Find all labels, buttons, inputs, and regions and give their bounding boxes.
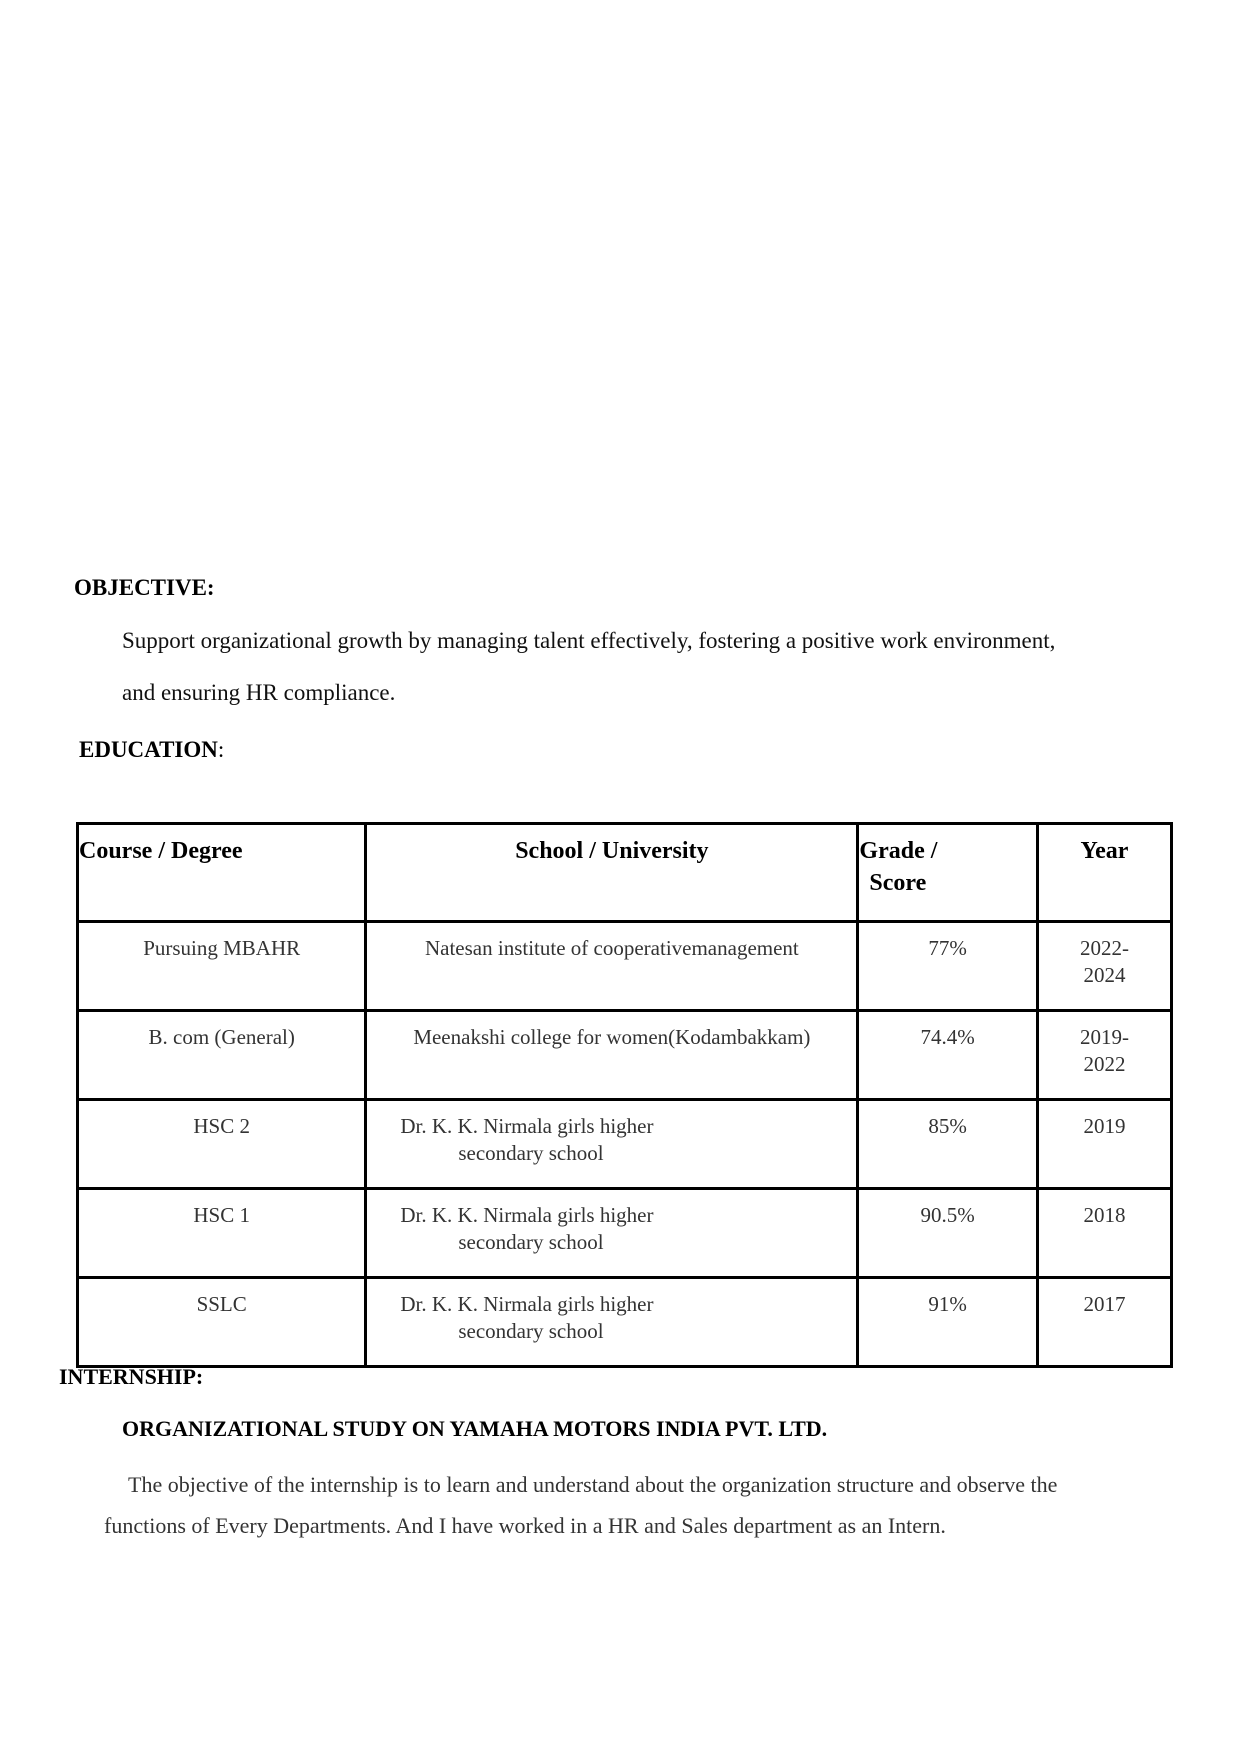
school-cell — [366, 922, 858, 1011]
year-cell: 2022- 2024 — [1037, 922, 1171, 1011]
school-cell — [366, 1100, 858, 1189]
year-cell: 2019- 2022 — [1037, 1011, 1171, 1100]
column-header-course: Course / Degree — [78, 824, 366, 922]
internship-title: ORGANIZATIONAL STUDY ON YAMAHA MOTORS INDIA PVT. LTD. — [122, 1416, 828, 1441]
table-row — [78, 1278, 1172, 1367]
education-heading-label: EDUCATION — [79, 737, 218, 762]
column-header-year: Year — [1037, 824, 1171, 922]
year-cell: 2019 — [1037, 1100, 1171, 1189]
column-header-school: School / University — [366, 824, 858, 922]
course-cell: SSLC — [78, 1278, 366, 1367]
column-header-grade — [858, 824, 1037, 922]
school-cell — [366, 1011, 858, 1100]
internship-heading: INTERNSHIP: — [59, 1364, 204, 1389]
school-name: Dr. K. K. Nirmala girls higher — [400, 1114, 654, 1138]
school-name: Natesan institute of cooperativemanagement — [424, 936, 799, 960]
school-name-line2: secondary school — [458, 1230, 604, 1254]
education-heading — [79, 737, 224, 763]
table-row — [78, 1100, 1172, 1189]
course-cell: HSC 1 — [78, 1189, 366, 1278]
school-cell — [366, 1189, 858, 1278]
table-header-row — [78, 824, 1172, 922]
grade-cell: 74.4% — [858, 1011, 1037, 1100]
year-cell: 2017 — [1037, 1278, 1171, 1367]
school-cell — [366, 1278, 858, 1367]
course-cell: HSC 2 — [78, 1100, 366, 1189]
school-name: Meenakshi college for women(Kodambakkam) — [413, 1025, 811, 1049]
school-name: Dr. K. K. Nirmala girls higher — [400, 1203, 654, 1227]
grade-cell: 77% — [858, 922, 1037, 1011]
education-heading-colon: : — [217, 737, 225, 762]
year-cell: 2018 — [1037, 1189, 1171, 1278]
school-name: Dr. K. K. Nirmala girls higher — [400, 1292, 654, 1316]
grade-cell: 85% — [858, 1100, 1037, 1189]
table-row — [78, 1189, 1172, 1278]
internship-text-line: functions of Every Departments. And I have worked in a HR and Sales department as an Intern. — [104, 1513, 946, 1538]
school-name-line2: secondary school — [458, 1141, 604, 1165]
table-row — [78, 1011, 1172, 1100]
objective-text-line: and ensuring HR compliance. — [122, 680, 396, 705]
course-cell: B. com (General) — [78, 1011, 366, 1100]
table-row — [78, 922, 1172, 1011]
grade-cell: 91% — [858, 1278, 1037, 1367]
education-table — [76, 822, 1173, 1368]
objective-heading: OBJECTIVE: — [74, 575, 215, 600]
objective-text-line: Support organizational growth by managing talent effectively, fostering a positive work environment, — [122, 628, 1056, 653]
column-header-grade-label: Grade / Score — [859, 838, 938, 896]
grade-cell: 90.5% — [858, 1189, 1037, 1278]
course-cell: Pursuing MBAHR — [78, 922, 366, 1011]
internship-text-line: The objective of the internship is to learn and understand about the organization structure and observe the — [128, 1472, 1058, 1497]
school-name-line2: secondary school — [458, 1319, 604, 1343]
